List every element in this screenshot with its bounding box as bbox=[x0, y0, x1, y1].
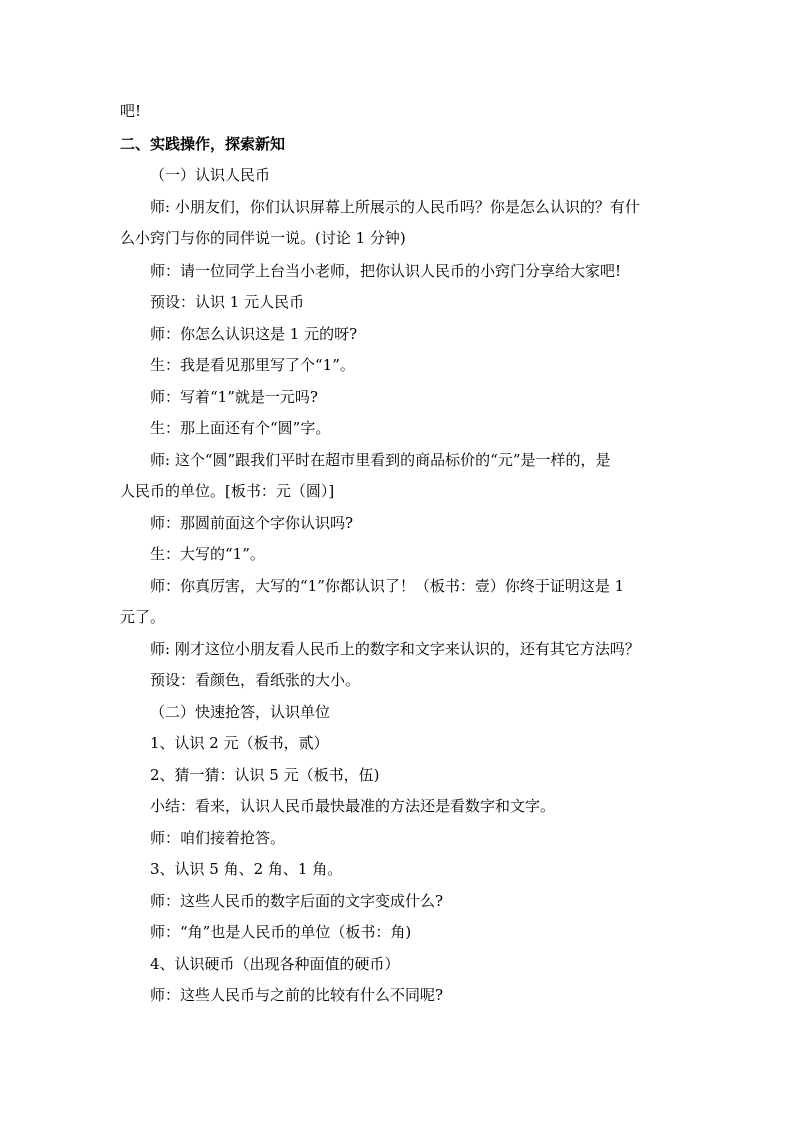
text-line: 吧! bbox=[120, 102, 142, 120]
text-line: 么小窍门与你的同伴说一说。(讨论 1 分钟) bbox=[120, 229, 406, 247]
text-line: 元了。 bbox=[120, 608, 166, 626]
text-line: 小结：看来，认识人民币最快最准的方法还是看数字和文字。 bbox=[150, 797, 556, 815]
text-line: 预设：看颜色，看纸张的大小。 bbox=[150, 671, 361, 689]
text-line: 师：这些人民币与之前的比较有什么不同呢? bbox=[150, 986, 444, 1004]
text-line: 师：这些人民币的数字后面的文字变成什么? bbox=[150, 892, 444, 910]
text-line: 师：你真厉害，大写的“1”你都认识了！（板书：壹）你终于证明这是 1 bbox=[150, 577, 625, 595]
text-line: 师: 小朋友们，你们认识屏幕上所展示的人民币吗？你是怎么认识的？有什 bbox=[150, 198, 640, 216]
text-line: 人民币的单位。[板书：元（圆）] bbox=[120, 482, 335, 500]
text-line: 师: 刚才这位小朋友看人民币上的数字和文字来认识的，还有其它方法吗？ bbox=[150, 640, 640, 658]
text-line: 师：请一位同学上台当小老师，把你认识人民币的小窍门分享给大家吧! bbox=[150, 262, 622, 280]
list-item: 1、认识 2 元（板书，贰） bbox=[150, 734, 329, 752]
list-item: 2、猜一猜：认识 5 元（板书，伍) bbox=[150, 766, 380, 784]
text-line: 师：写着“1”就是一元吗? bbox=[150, 388, 318, 406]
list-item: 3、认识 5 角、2 角、1 角。 bbox=[150, 860, 343, 878]
text-line: 生：大写的“1”。 bbox=[150, 545, 265, 563]
list-item: 4、认识硬币（出现各种面值的硬币） bbox=[150, 955, 400, 973]
text-line: 师：你怎么认识这是 1 元的呀? bbox=[150, 325, 358, 343]
section-heading: 二、实践操作，探索新知 bbox=[120, 135, 286, 153]
subsection-heading: （一）认识人民币 bbox=[150, 166, 271, 184]
text-line: 师：那圆前面这个字你认识吗? bbox=[150, 514, 354, 532]
text-line: 生：我是看见那里写了个“1”。 bbox=[150, 356, 355, 374]
text-line: 预设：认识 1 元人民币 bbox=[150, 293, 305, 311]
text-line: 师：“角”也是人民币的单位（板书：角) bbox=[150, 923, 412, 941]
subsection-heading: （二）快速抢答，认识单位 bbox=[150, 703, 331, 721]
text-line: 生：那上面还有个“圆”字。 bbox=[150, 419, 331, 437]
text-line: 师: 这个“圆”跟我们平时在超市里看到的商品标价的“元”是一样的，是 bbox=[150, 451, 611, 469]
text-line: 师：咱们接着抢答。 bbox=[150, 829, 286, 847]
